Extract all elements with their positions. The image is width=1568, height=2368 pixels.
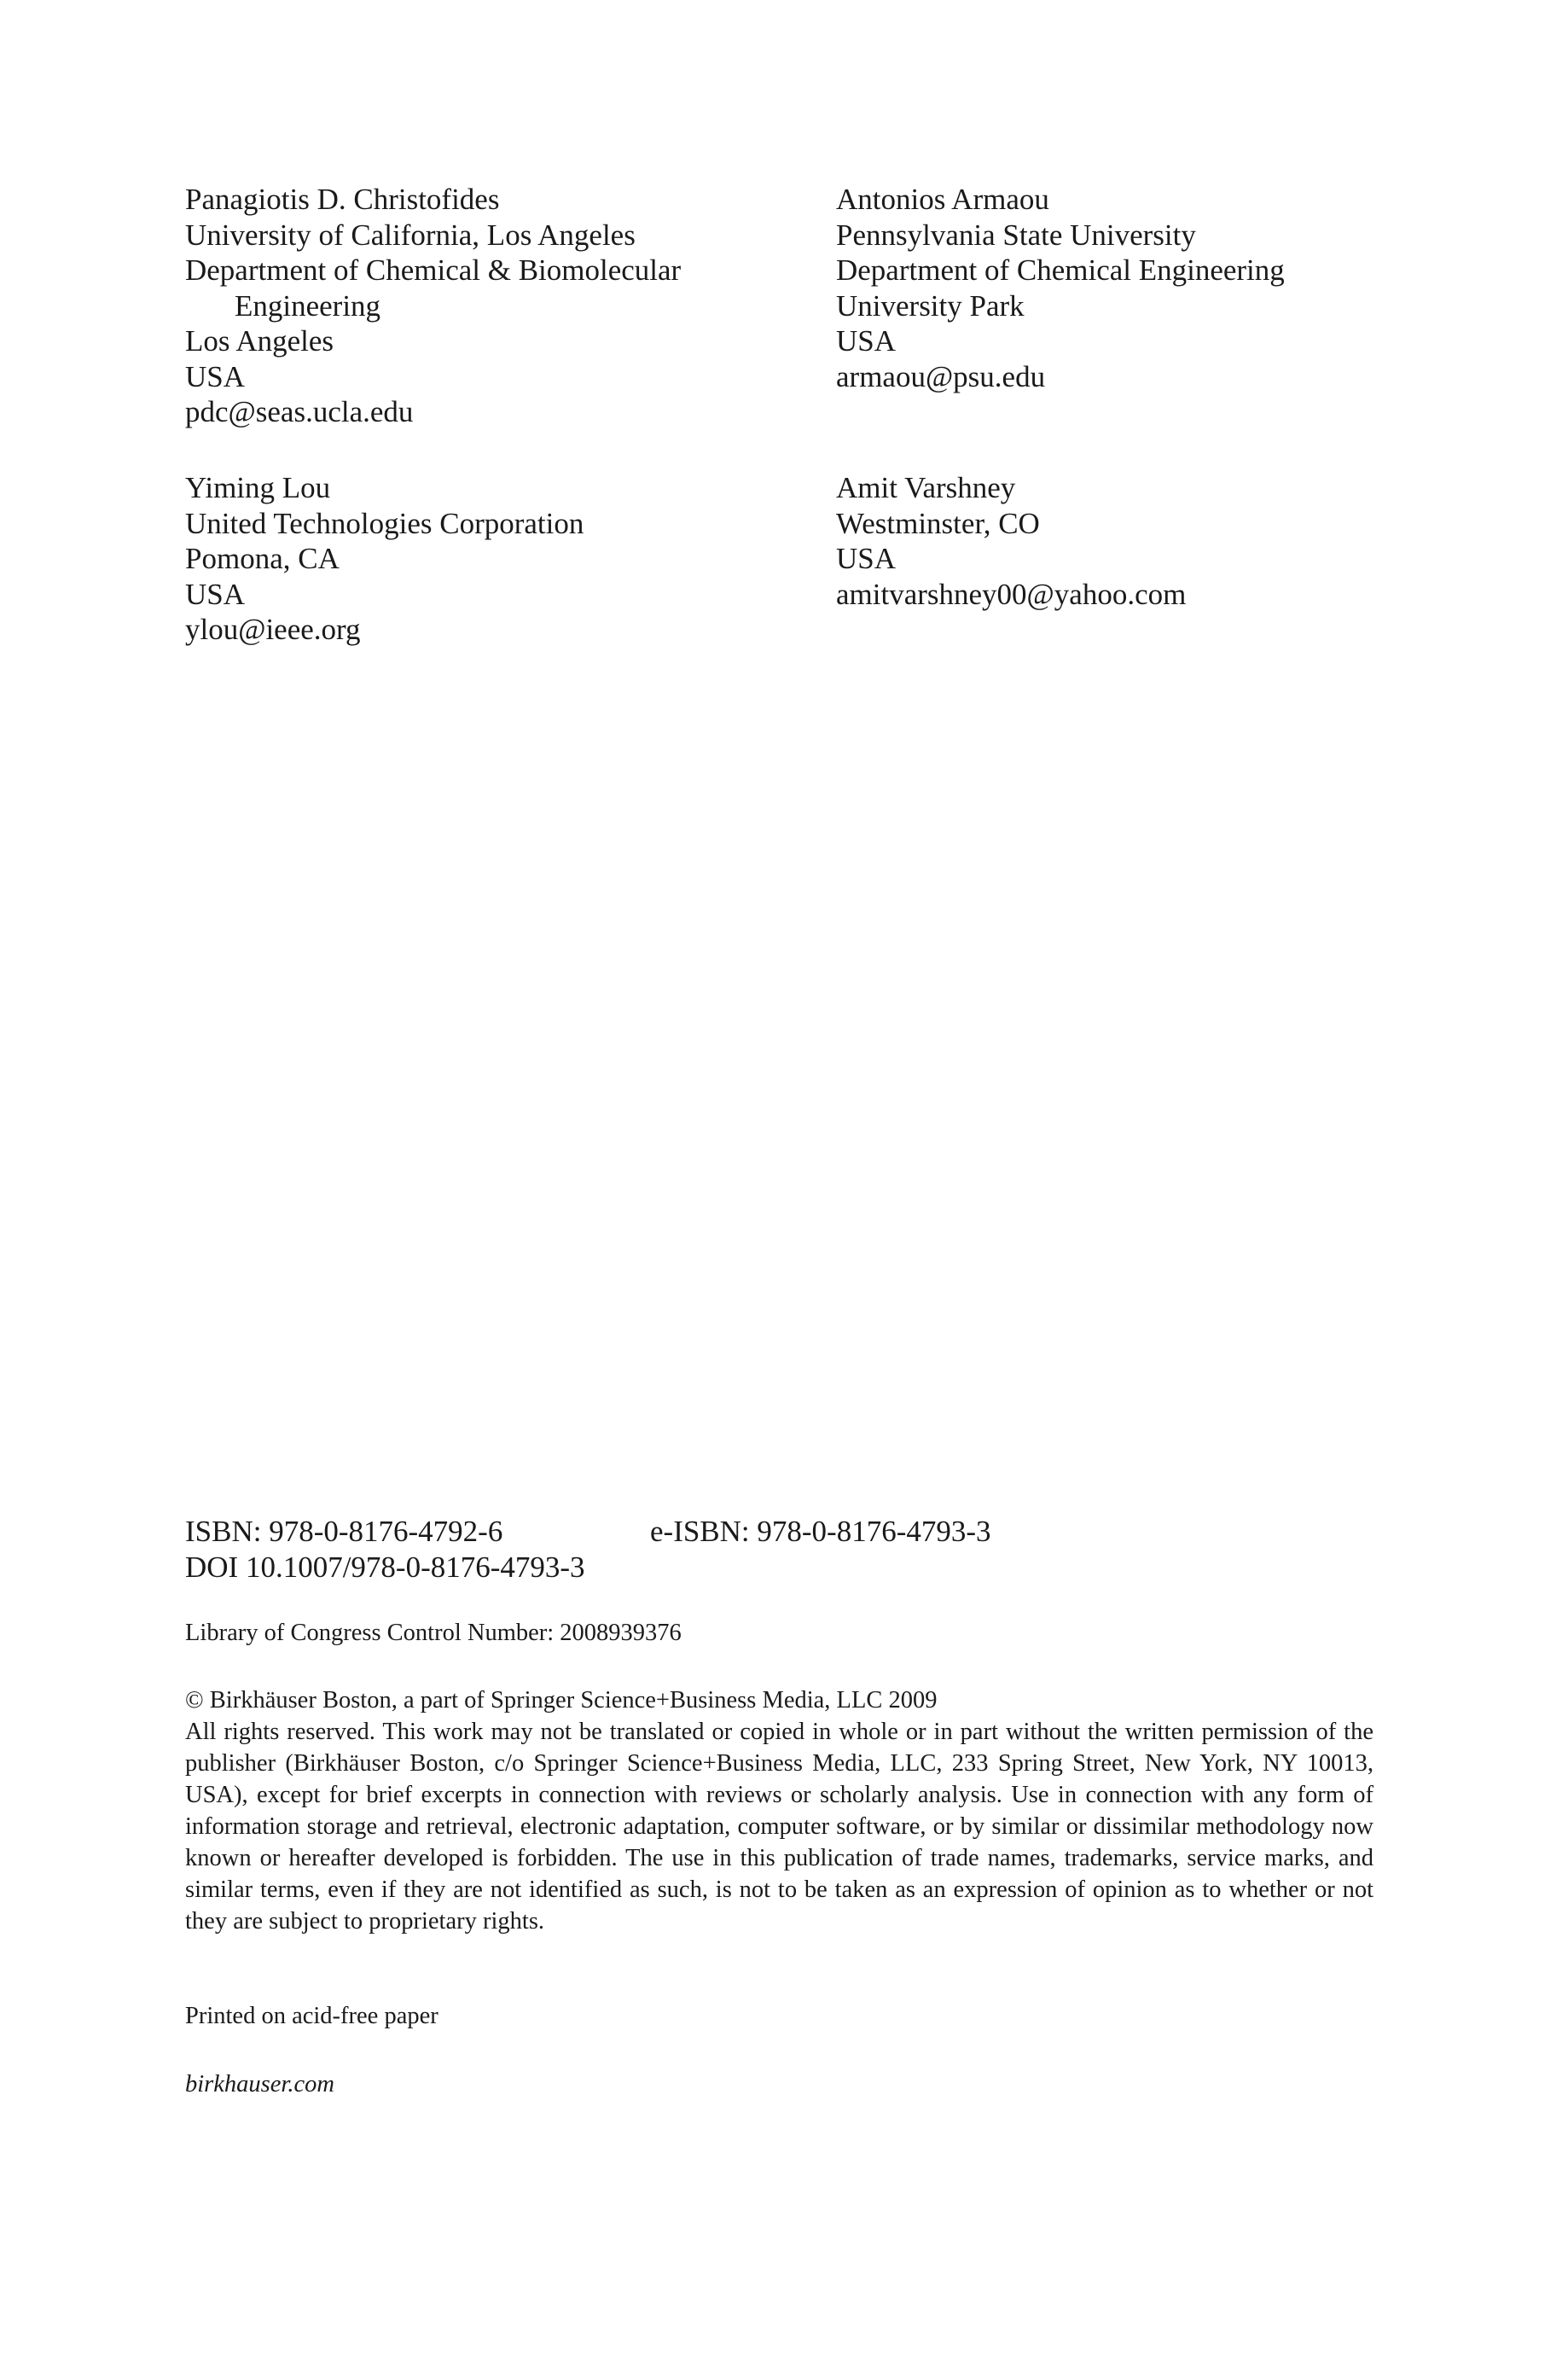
author-name: Panagiotis D. Christofides <box>185 183 500 216</box>
author-department: Department of Chemical Engineering <box>836 253 1285 287</box>
author-country: USA <box>836 542 897 575</box>
doi: DOI 10.1007/978-0-8176-4793-3 <box>185 1551 585 1584</box>
publisher-website: birkhauser.com <box>185 2071 334 2097</box>
author-country: USA <box>836 324 897 358</box>
e-isbn: e-ISBN: 978-0-8176-4793-3 <box>650 1515 991 1548</box>
author-country: USA <box>185 359 246 393</box>
author-email: amitvarshney00@yahoo.com <box>836 577 1187 611</box>
library-of-congress-number: Library of Congress Control Number: 2008939376 <box>185 1620 682 1646</box>
author-email: pdc@seas.ucla.edu <box>185 395 414 428</box>
author-affiliation: University of California, Los Angeles <box>185 218 636 252</box>
author-email: armaou@psu.edu <box>836 359 1046 393</box>
author-block-varshney <box>836 470 1186 612</box>
author-department: Department of Chemical & Biomolecular <box>185 253 682 287</box>
author-name: Antonios Armaou <box>836 183 1049 216</box>
rights-statement: All rights reserved. This work may not be translated or copied in whole or in part without the written permission of the publisher (Birkhäuser Boston, c/o Springer Science+Business Media, LLC, 233 Spring Street, New York, NY 10013, USA), except for brief excerpts in connection with reviews or scholarly analysis. Use in connection with any form of information storage and retrieval, electronic adaptation, computer software, or by similar or dissimilar methodology now known or hereafter developed is forbidden. The use in this publication of trade names, trademarks, service marks, and similar terms, even if they are not identified as such, is not to be taken as an expression of opinion as to whether or not they are subject to proprietary rights. <box>185 1719 1373 1935</box>
author-block-lou <box>185 470 584 648</box>
author-department-continued: Engineering <box>235 288 381 323</box>
author-city: Pomona, CA <box>185 542 340 575</box>
paper-notice: Printed on acid-free paper <box>185 2003 438 2029</box>
author-affiliation: United Technologies Corporation <box>185 506 584 540</box>
author-city: Westminster, CO <box>836 506 1040 540</box>
author-name: Yiming Lou <box>185 471 331 504</box>
isbn-row <box>185 1514 991 1550</box>
author-city: Los Angeles <box>185 324 334 358</box>
author-block-armaou <box>836 182 1285 394</box>
author-city: University Park <box>836 288 1025 323</box>
author-country: USA <box>185 577 246 611</box>
author-email: ylou@ieee.org <box>185 613 361 646</box>
copyright-notice: © Birkhäuser Boston, a part of Springer Science+Business Media, LLC 2009 <box>185 1687 938 1713</box>
author-block-christofides <box>185 182 681 430</box>
author-name: Amit Varshney <box>836 471 1016 504</box>
isbn: ISBN: 978-0-8176-4792-6 <box>185 1515 503 1548</box>
author-affiliation: Pennsylvania State University <box>836 218 1196 252</box>
